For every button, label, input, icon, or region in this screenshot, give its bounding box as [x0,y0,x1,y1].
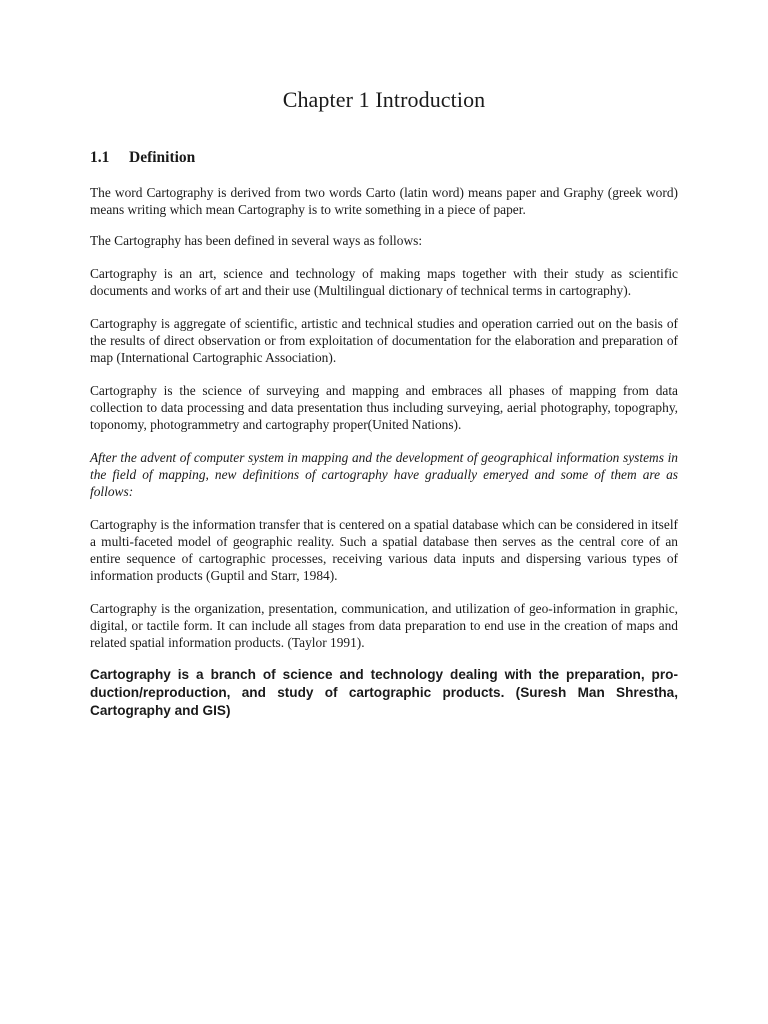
paragraph-computer-era-note: After the advent of computer system in mapping and the development of geographical information systems in the field of mapping, new definitions of cartography have gradually emeryed and some of them are as follows: [90,450,678,499]
document-page [90,0,678,720]
paragraph-intro-definitions: The Cartography has been defined in several ways as follows: [90,233,423,248]
paragraph-definition-multilingual: Cartography is an art, science and technology of making maps together with their study as scientific documents and works of art and their use (Multilingual dictionary of technical terms in cartography). [90,266,678,298]
paragraph-definition-guptil-starr: Cartography is the information transfer that is centered on a spatial database which can be considered in itself a multi-faceted model of geographic reality. Such a spatial database then serves as the central core of an entire sequence of cartographic processes, receiving various data inputs and dispersing various types of information products (Guptil and Starr, 1984). [90,517,678,583]
paragraph-definition-taylor: Cartography is the organization, presentation, communication, and utilization of geo-information in graphic, digital, or tactile form. It can include all stages from data preparation to end use in the creation of maps and related spatial information products. (Taylor 1991). [90,601,678,650]
paragraph-definition-shrestha: Cartography is a branch of science and technology dealing with the preparation, production/reproduction, and study of cartographic products. (Suresh Man Shrestha, Cartography and GIS) [90,667,678,718]
section-title: Definition [129,149,196,166]
section-heading [90,148,678,168]
paragraph-definition-un: Cartography is the science of surveying and mapping and embraces all phases of mapping from data collection to data processing and data presentation thus including surveying, aerial photography, topography, toponomy, photogrammetry and cartography proper(United Nations). [90,383,678,432]
chapter-title: Chapter 1 Introduction [282,87,486,112]
paragraph-etymology: The word Cartography is derived from two words Carto (latin word) means paper and Graphy (greek word) means writing which mean Cartography is to write something in a piece of paper. [90,185,678,217]
paragraph-definition-ica: Cartography is aggregate of scientific, artistic and technical studies and operation carried out on the basis of the results of direct observation or from exploitation of documentation for the elaboration and preparation of map (International Cartographic Association). [90,316,678,365]
section-number: 1.1 [90,149,110,166]
